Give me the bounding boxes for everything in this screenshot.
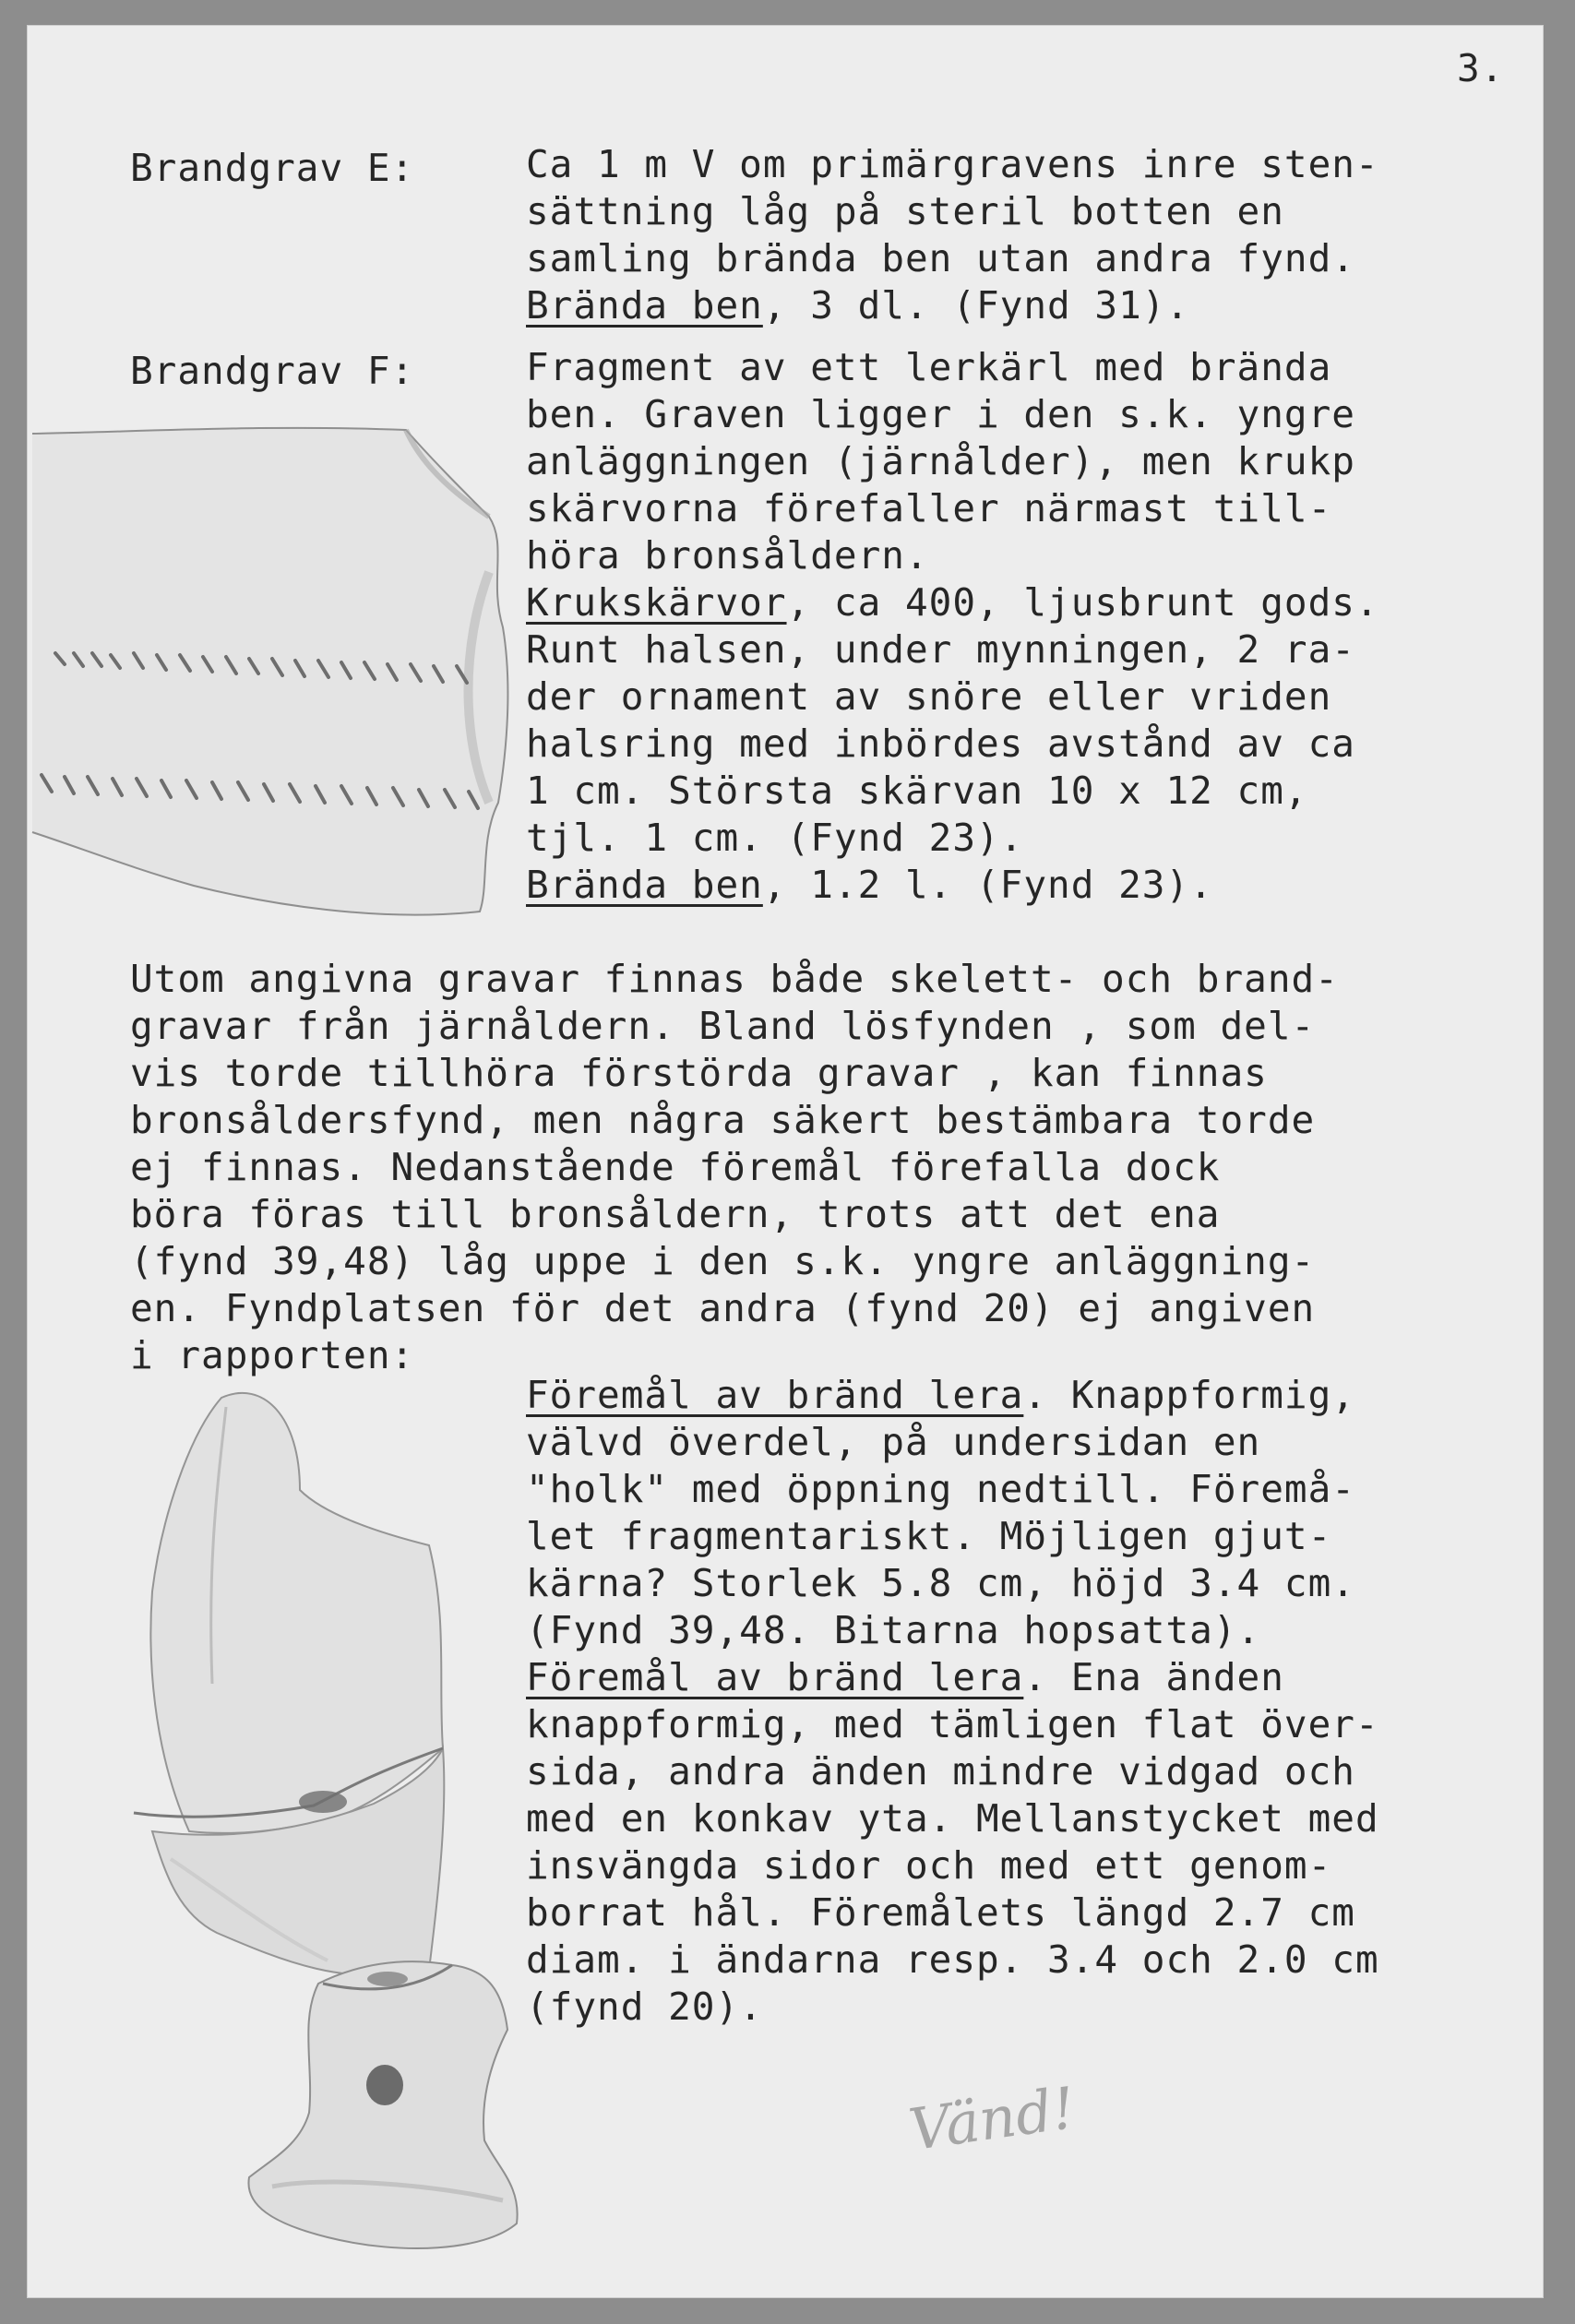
entry-f-find1-name: Krukskärvor: [526, 580, 787, 625]
entry-f-find1-desc: halsring med inbördes avstånd av ca: [526, 721, 1355, 766]
general-line: en. Fyndplatsen för det andra (fynd 20) ej angiven: [130, 1286, 1316, 1330]
object-2-line: diam. i ändarna resp. 3.4 och 2.0 cm: [526, 1937, 1379, 1982]
entry-f-find1-desc: 1 cm. Största skärvan 10 x 12 cm,: [526, 769, 1308, 813]
entry-e-line: samling brända ben utan andra fynd.: [526, 236, 1355, 280]
pencil-signature: Vänd!: [904, 2073, 1080, 2164]
entry-e-find-name: Brända ben: [526, 283, 763, 328]
entry-e-line: sättning låg på steril botten en: [526, 189, 1284, 233]
entry-f-line: höra bronsåldern.: [526, 533, 929, 578]
entry-f-find1-desc: tjl. 1 cm. (Fynd 23).: [526, 816, 1024, 860]
object-2-name: Föremål av bränd lera: [526, 1655, 1024, 1699]
general-line: gravar från järnåldern. Bland lösfynden , som del-: [130, 1004, 1316, 1048]
entry-f-find2-rest: , 1.2 l. (Fynd 23).: [762, 863, 1213, 907]
entry-f-find2-name: Brända ben: [526, 863, 763, 907]
object-2-line: sida, andra änden mindre vidgad och: [526, 1749, 1355, 1794]
entry-f-line: anläggningen (järnålder), men krukp: [526, 439, 1355, 483]
object-1-line: let fragmentariskt. Möjligen gjut-: [526, 1514, 1332, 1558]
entry-e-line: Ca 1 m V om primärgravens inre sten-: [526, 142, 1379, 186]
object-2-line: insvängda sidor och med ett genom-: [526, 1843, 1332, 1888]
entry-e-text: [526, 141, 1379, 363]
entry-e-label: Brandgrav E:: [130, 146, 415, 190]
object-2-line: med en konkav yta. Mellanstycket med: [526, 1796, 1379, 1841]
general-line: böra föras till bronsåldern, trots att det ena: [130, 1192, 1221, 1236]
object-2-line: knappformig, med tämligen flat över-: [526, 1702, 1379, 1746]
entry-e-find-rest: , 3 dl. (Fynd 31).: [762, 283, 1190, 328]
object-2-rest: . Ena änden: [1023, 1655, 1284, 1699]
entry-f-line: ben. Graven ligger i den s.k. yngre: [526, 392, 1355, 436]
object-1-line: välvd överdel, på undersidan en: [526, 1420, 1261, 1464]
page-number: 3.: [1457, 46, 1505, 90]
object-1-title-line: [526, 1372, 1355, 1418]
clay-object-drawing-2: [235, 1956, 540, 2260]
object-2-line: borrat hål. Föremålets längd 2.7 cm: [526, 1890, 1355, 1935]
entry-f-find1-desc: der ornament av snöre eller vriden: [526, 674, 1332, 719]
general-line: Utom angivna gravar finnas både skelett- och brand-: [130, 957, 1339, 1001]
general-line: ej finnas. Nedanstående föremål förefalla dock: [130, 1145, 1221, 1189]
object-1-line: (Fynd 39,48. Bitarna hopsatta).: [526, 1608, 1261, 1652]
entry-e-find-line: [526, 282, 1189, 328]
object-2-title-line: [526, 1654, 1284, 1700]
entry-f-label: Brandgrav F:: [130, 349, 415, 393]
pottery-sherd-drawing: [28, 406, 526, 923]
entry-f-find1-line: [526, 579, 1379, 626]
general-line: vis torde tillhöra förstörda gravar , kan finnas: [130, 1051, 1268, 1095]
entry-f-line: Fragment av ett lerkärl med brända: [526, 345, 1332, 389]
entry-f-find1-rest: , ca 400, ljusbrunt gods.: [786, 580, 1379, 625]
entry-f-find1-desc: Runt halsen, under mynningen, 2 ra-: [526, 627, 1355, 672]
entry-f-line: skärvorna förefaller närmast till-: [526, 486, 1332, 530]
entry-f-find2-line: [526, 862, 1213, 908]
object-2-line: (fynd 20).: [526, 1984, 763, 2029]
object-1-rest: . Knappformig,: [1023, 1373, 1355, 1417]
object-1-name: Föremål av bränd lera: [526, 1373, 1024, 1417]
general-line: i rapporten:: [130, 1333, 415, 1377]
general-line: (fynd 39,48) låg uppe i den s.k. yngre anläggning-: [130, 1239, 1316, 1283]
object-1-line: "holk" med öppning nedtill. Föremå-: [526, 1467, 1355, 1511]
object-1-line: kärna? Storlek 5.8 cm, höjd 3.4 cm.: [526, 1561, 1355, 1605]
clay-object-drawing-1: [115, 1379, 503, 2044]
general-line: bronsåldersfynd, men några säkert bestämbara torde: [130, 1098, 1316, 1142]
entry-f-text: [526, 344, 1379, 920]
